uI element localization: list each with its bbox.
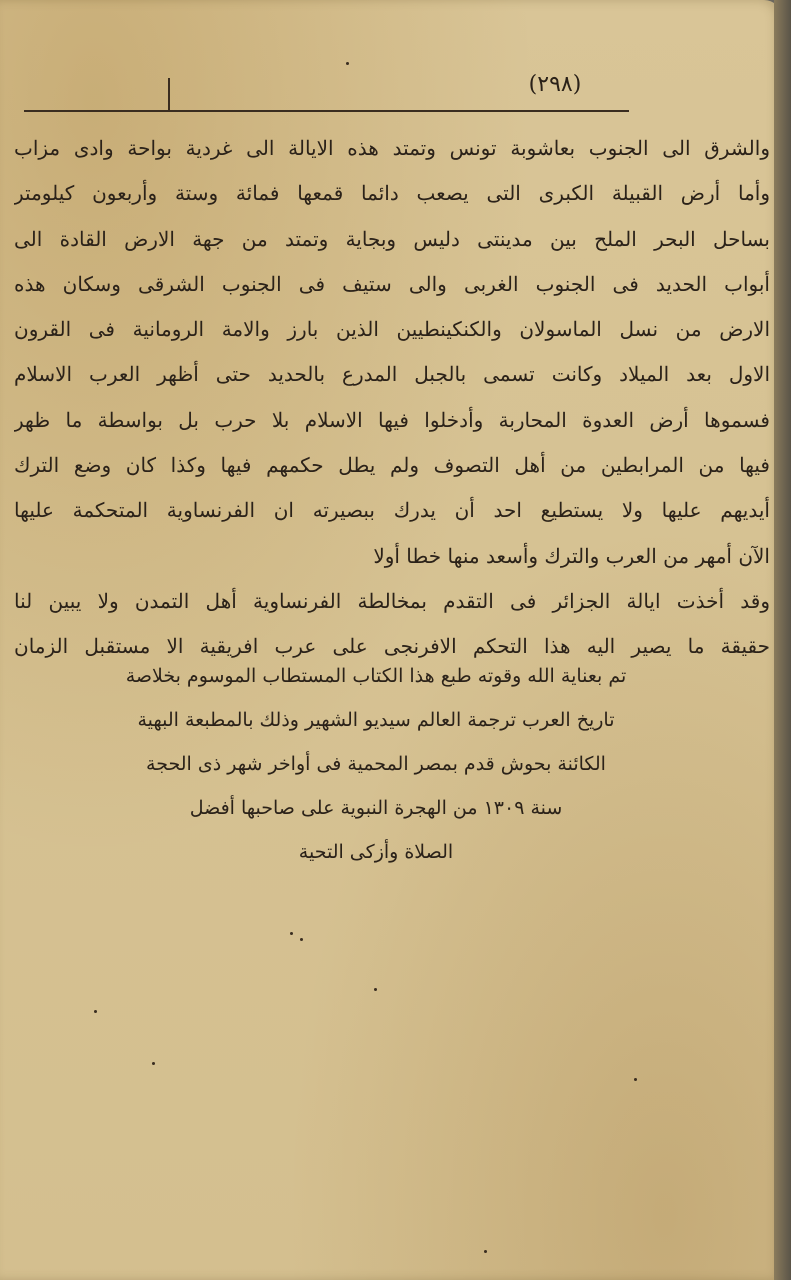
colophon-line: تاريخ العرب ترجمة العالم سيديو الشهير وذلك بالمطبعة البهية [137,709,615,731]
colophon-line: سنة ١٣٠٩ من الهجرة النبوية على صاحبها أفضل [189,797,563,819]
body-line: فسموها أرض العدوة المحاربة وأدخلوا فيها الاسلام بلا حرب بل بواسطة ما ظهر [14,407,770,432]
paper-speck [94,1010,97,1013]
page-number: (٢٩٨) [528,72,582,97]
page-edge-shadow [774,0,791,1280]
colophon [96,654,656,874]
paper-speck [152,1062,155,1065]
paper-speck [290,932,293,935]
body-line: والشرق الى الجنوب بعاشوبة تونس وتمتد هذه الايالة الى غردية بواحة وادى مزاب [14,136,770,160]
paper-speck [346,62,349,65]
header-rule-tick [168,78,170,112]
body-line: أيديهم عليها ولا يستطيع احد أن يدرك ببصيرته ان الفرنساوية المتحكمة عليها [14,498,770,523]
body-text [14,126,770,670]
colophon-line: الصلاة وأزكى التحية [298,841,454,863]
colophon-line: تم بعناية الله وقوته طبع هذا الكتاب المستطاب الموسوم بخلاصة [125,665,627,687]
body-line: أبواب الحديد فى الجنوب الغربى والى ستيف فى الجنوب الشرقى وسكان هذه [14,271,770,296]
paper-speck [484,1250,487,1253]
body-line: بساحل البحر الملح بين مدينتى دليس وبجاية وتمتد من جهة الارض القادة الى [14,226,770,251]
body-line: وأما أرض القبيلة الكبرى التى يصعب دائما قمعها فمائة وستة وأربعون كيلومتر [14,181,770,206]
header-rule [24,110,629,112]
body-line: الاول بعد الميلاد وكانت تسمى بالجبل المدرع بالحديد حتى أظهر العرب الاسلام [14,362,770,387]
paper-speck [634,1078,637,1081]
paper-speck [300,938,303,941]
body-line: الآن أمهر من العرب والترك وأسعد منها خطا أولا [373,543,770,568]
body-line: فيها من المرابطين من أهل التصوف ولم يطل حكمهم فيها وكذا كان وضع الترك [14,453,770,478]
body-line: الارض من نسل الماسولان والكنكينطيين الذين بارز والامة الرومانية فى القرون [14,317,770,342]
body-line: حقيقة ما يصير اليه هذا التحكم الافرنجى على عرب افريقية الا مستقبل الزمان [14,634,770,659]
paper-speck [374,988,377,991]
body-line: وقد أخذت ايالة الجزائر فى التقدم بمخالطة الفرنساوية أهل التمدن ولا يبين لنا [14,588,770,613]
colophon-line: الكائنة بحوش قدم بمصر المحمية فى أواخر شهر ذى الحجة [146,753,606,775]
